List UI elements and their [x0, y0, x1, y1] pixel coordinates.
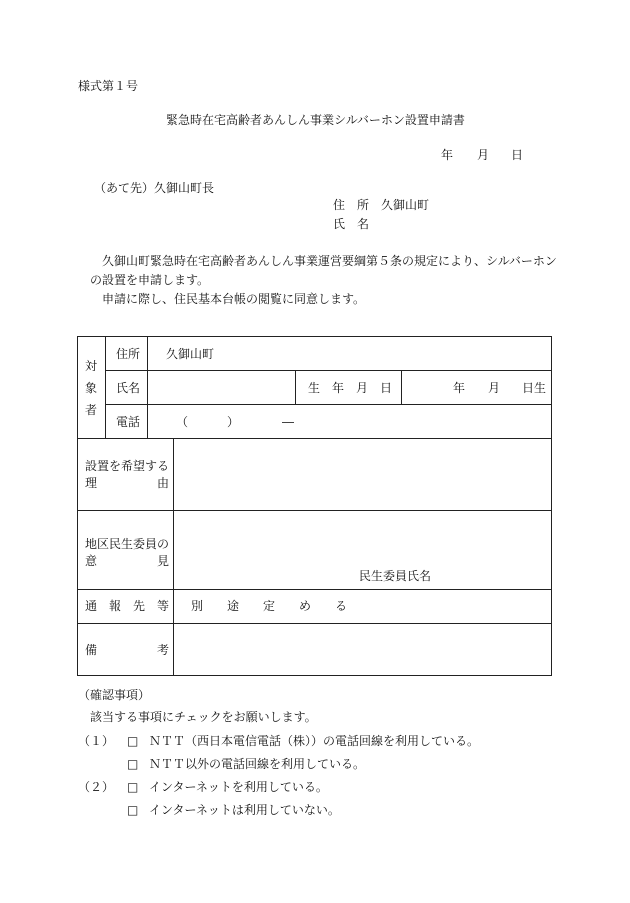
- form-number: 様式第１号: [78, 79, 139, 93]
- subject-char-3: 者: [85, 403, 98, 417]
- reason-label-char-2: 由: [157, 476, 170, 490]
- commissioner-name-label: 民生委員氏名: [359, 569, 432, 583]
- opinion-label-char-2: 見: [157, 554, 170, 568]
- option-ntt-line: ＮＴＴ（西日本電信電話（株））の電話回線を利用している。: [149, 734, 480, 748]
- phone-dash: ―: [282, 415, 294, 429]
- remarks-label-char-2: 考: [157, 643, 170, 657]
- confirmation-heading: （確認事項）: [78, 688, 151, 702]
- application-table: [77, 336, 552, 676]
- table-border-right: [551, 336, 552, 676]
- table-border-left: [77, 336, 78, 676]
- contact-value-char-2: 途: [226, 599, 239, 613]
- name-field[interactable]: [149, 370, 294, 404]
- checkbox-non-ntt-line[interactable]: □: [127, 757, 139, 771]
- group-1-number: （１）: [78, 734, 115, 748]
- birth-label: 生 年 月 日: [308, 381, 393, 395]
- rule-subject-col: [105, 336, 106, 438]
- address-label: 住所: [116, 347, 141, 361]
- contact-label: [85, 600, 169, 612]
- contact-label-char-4: 等: [156, 599, 169, 613]
- date-month: 月: [477, 148, 490, 162]
- checkbox-ntt-line[interactable]: □: [127, 734, 139, 748]
- applicant-name-label: 氏 名: [333, 217, 370, 231]
- applicant-address-label: 住 所: [333, 198, 370, 212]
- contact-value-char-4: め: [298, 599, 311, 613]
- date-year: 年: [441, 148, 454, 162]
- phone-label: 電話: [116, 415, 141, 429]
- phone-paren-close: ）: [227, 415, 240, 429]
- addressee: （あて先）久御山町長: [94, 181, 215, 195]
- address-value[interactable]: 久御山町: [166, 347, 215, 361]
- statement-line-1: 久御山町緊急時在宅高齢者あんしん事業運営要綱第５条の規定により、シルバーホン: [102, 254, 557, 268]
- checkbox-internet-no[interactable]: □: [127, 803, 139, 817]
- page-title: 緊急時在宅高齢者あんしん事業シルバーホン設置申請書: [166, 113, 465, 127]
- birth-year: 年: [453, 381, 466, 395]
- reason-label-line-1: 設置を希望する: [85, 459, 170, 473]
- rule-birth-label-left: [295, 370, 296, 404]
- option-non-ntt-line: ＮＴＴ以外の電話回線を利用している。: [149, 757, 366, 771]
- option-internet-no: インターネットは利用していない。: [149, 803, 340, 817]
- confirmation-instruction: 該当する事項にチェックをお願いします。: [90, 710, 317, 724]
- contact-value-char-1: 別: [191, 599, 204, 613]
- rule-opinion-bottom: [77, 589, 552, 590]
- subject-char-1: 対: [85, 359, 98, 373]
- subject-char-2: 象: [85, 381, 98, 395]
- rule-reason-bottom: [77, 510, 552, 511]
- option-internet-yes: インターネットを利用している。: [149, 780, 328, 794]
- remarks-field[interactable]: [175, 625, 550, 674]
- phone-paren-open: （: [176, 415, 189, 429]
- rule-sublabel-col: [147, 336, 148, 438]
- statement-line-2: の設置を申請します。: [90, 273, 210, 287]
- contact-label-char-2: 報: [108, 599, 121, 613]
- opinion-label-char-1: 意: [85, 554, 98, 568]
- group-2-number: （２）: [78, 780, 115, 794]
- birth-month: 月: [488, 381, 501, 395]
- name-label: 氏名: [116, 381, 141, 395]
- rule-contact-bottom: [77, 623, 552, 624]
- applicant-address-value[interactable]: 久御山町: [381, 198, 430, 212]
- rule-label-col: [173, 438, 174, 676]
- contact-value-char-3: 定: [262, 599, 275, 613]
- birth-day: 日生: [522, 381, 547, 395]
- statement-line-3: 申請に際し、住民基本台帳の閲覧に同意します。: [102, 292, 366, 306]
- contact-label-char-3: 先: [132, 599, 145, 613]
- contact-value: [191, 600, 347, 612]
- reason-field[interactable]: [175, 439, 550, 509]
- opinion-label-line-1: 地区民生委員の: [85, 537, 170, 551]
- rule-name-phone: [105, 404, 552, 405]
- checkbox-internet-yes[interactable]: □: [127, 780, 139, 794]
- reason-label-char-1: 理: [85, 476, 98, 490]
- table-border-bottom: [77, 675, 552, 676]
- contact-value-char-5: る: [334, 599, 347, 613]
- rule-birth-label-right: [401, 370, 402, 404]
- remarks-label-char-1: 備: [85, 643, 98, 657]
- contact-label-char-1: 通: [85, 599, 98, 613]
- table-border-top: [77, 336, 552, 337]
- date-day: 日: [511, 148, 524, 162]
